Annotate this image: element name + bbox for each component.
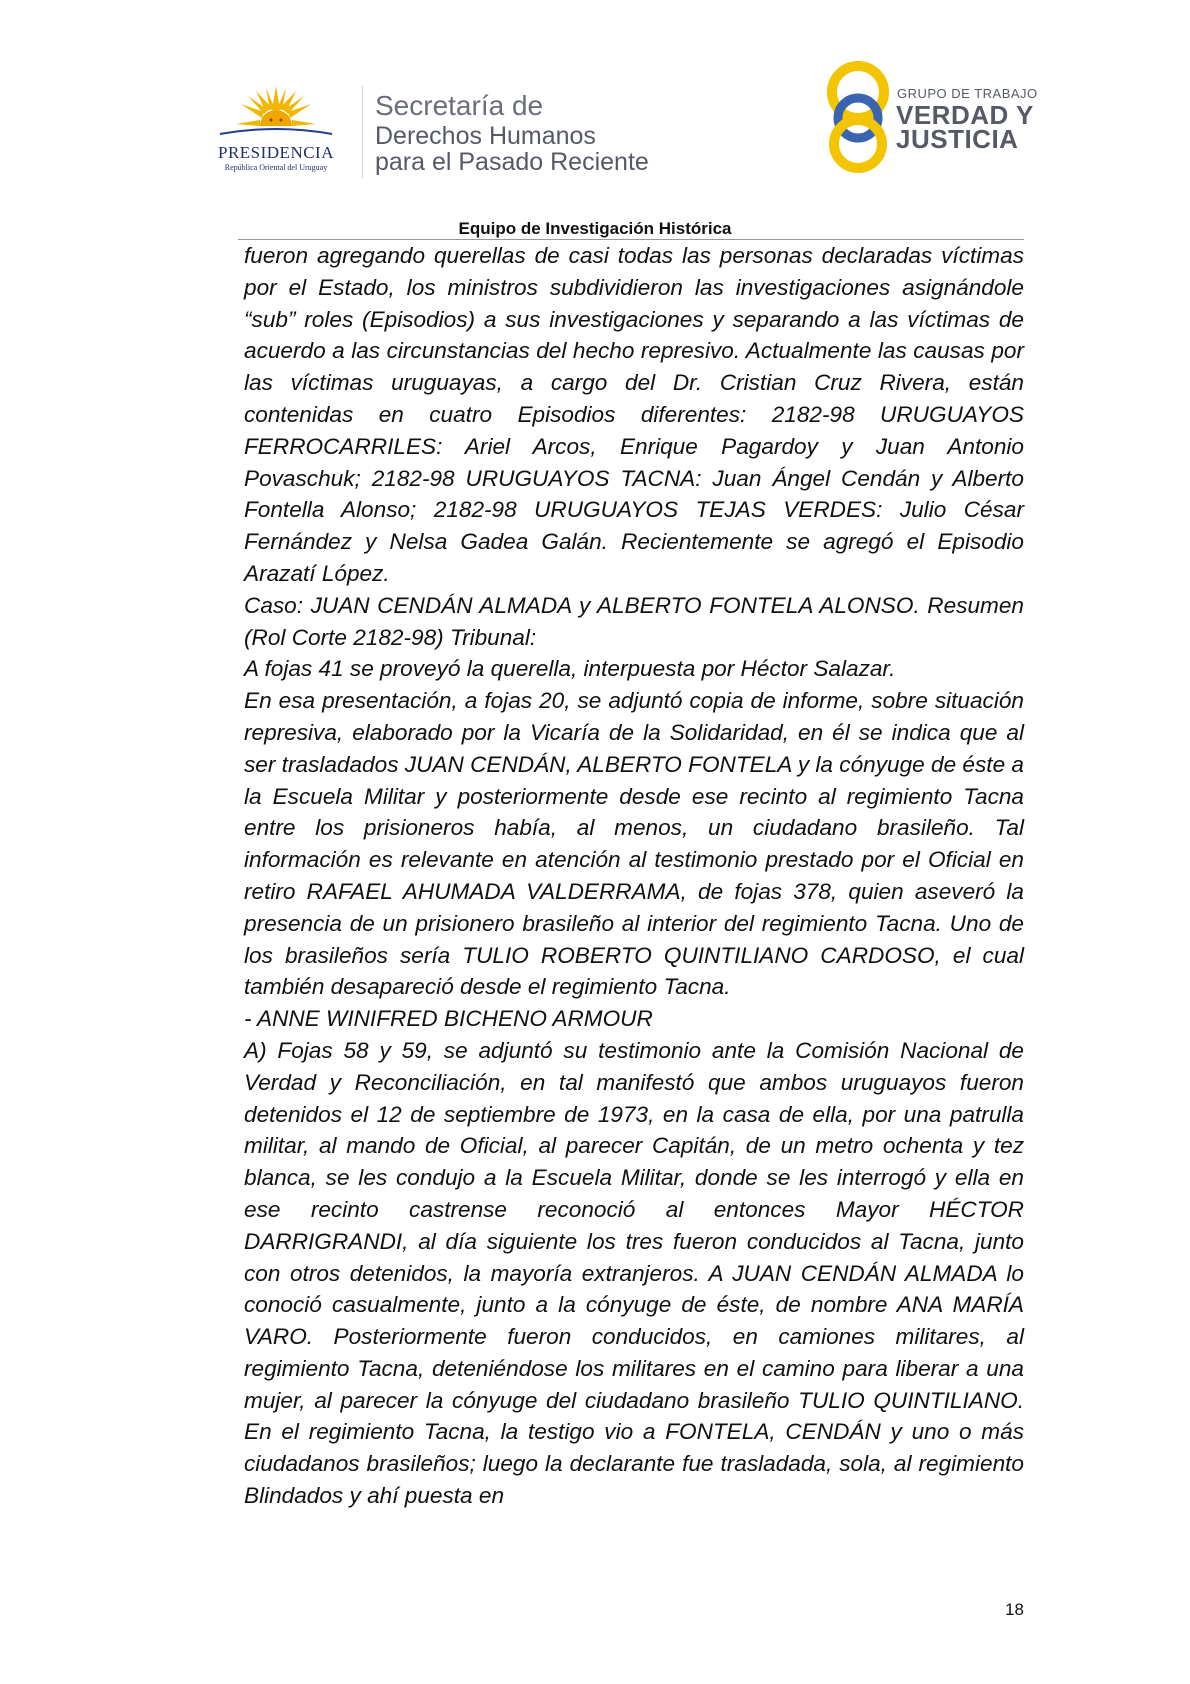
verdad-justicia-line-1: GRUPO DE TRABAJO	[897, 86, 1038, 101]
secretaria-line-3: para el Pasado Reciente	[375, 148, 649, 176]
body-text	[244, 240, 1024, 1512]
verdad-justicia-line-3: JUSTICIA	[896, 124, 1019, 154]
secretaria-line-2: Derechos Humanos	[375, 122, 596, 150]
paragraph: En esa presentación, a fojas 20, se adjuntó copia de informe, sobre situación represiva, elaborado por la Vicaría de la Solidaridad, en él se indica que al ser trasladados JUAN CENDÁN, ALBERTO FONTELA y la cónyuge de éste a la Escuela Militar y posteriormente desde ese recinto al regimiento Tacna entre los prisioneros había, al menos, un ciudadano brasileño. Tal información es relevante en atención al testimonio prestado por el Oficial en retiro RAFAEL AHUMADA VALDERRAMA, de fojas 378, quien aseveró la presencia de un prisionero brasileño al interior del regimiento Tacna. Uno de los brasileños sería TULIO ROBERTO QUINTILIANO CARDOSO, el cual también desapareció desde el regimiento Tacna.	[244, 688, 1024, 1000]
presidencia-name: PRESIDENCIA	[217, 143, 334, 162]
paragraph: Caso: JUAN CENDÁN ALMADA y ALBERTO FONTELA ALONSO. Resumen (Rol Corte 2182-98) Tribunal:	[244, 592, 1024, 650]
paragraph: A) Fojas 58 y 59, se adjuntó su testimonio ante la Comisión Nacional de Verdad y Reconciliación, en tal manifestó que ambos uruguayos fueron detenidos el 12 de septiembre de 1973, en la casa de ella, por una patrulla militar, al mando de Oficial, al parecer Capitán, de un metro ochenta y tez blanca, se les condujo a la Escuela Militar, donde se les interrogó y ella en ese recinto castrense reconoció al entonces Mayor HÉCTOR DARRIGRANDI, al día siguiente los tres fueron conducidos al Tacna, junto con otros detenidos, la mayoría extranjeros. A JUAN CENDÁN ALMADA lo conoció casualmente, junto a la cónyuge de éste, de nombre ANA MARÍA VARO. Posteriormente fueron conducidos, en camiones militares, al regimiento Tacna, deteniéndose los militares en el camino para liberar a una mujer, al parecer la cónyuge del ciudadano brasileño TULIO QUINTILIANO. En el regimiento Tacna, la testigo vio a FONTELA, CENDÁN y uno o más ciudadanos brasileños; luego la declarante fue trasladada, sola, al regimiento Blindados y ahí puesta en	[244, 1037, 1024, 1509]
paragraph: fueron agregando querellas de casi todas las personas declaradas víctimas por el Estado, los ministros subdividieron las investigaciones asignándole “sub” roles (Episodios) a sus investigaciones y separando a las víctimas de acuerdo a las circunstancias del hecho represivo. Actualmente las causas por las víctimas uruguayas, a cargo del Dr. Cristian Cruz Rivera, están contenidas en cuatro Episodios diferentes: 2182-98 URUGUAYOS FERROCARRILES: Ariel Arcos, Enrique Pagardoy y Juan Antonio Povaschuk; 2182-98 URUGUAYOS TACNA: Juan Ángel Cendán y Alberto Fontella Alonso; 2182-98 URUGUAYOS TEJAS VERDES: Julio César Fernández y Nelsa Gadea Galán. Recientemente se agregó el Episodio Arazatí López.	[244, 243, 1024, 586]
paragraph: - ANNE WINIFRED BICHENO ARMOUR	[244, 1006, 653, 1032]
presidencia-subtitle: República Oriental del Uruguay	[224, 163, 328, 172]
team-title: Equipo de Investigación Histórica	[458, 219, 732, 238]
page-number: 18	[1005, 1600, 1024, 1619]
verdad-justicia-rings-logo	[818, 56, 898, 176]
paragraph: A fojas 41 se proveyó la querella, interpuesta por Héctor Salazar.	[244, 656, 896, 682]
secretaria-line-1: Secretaría de	[375, 90, 544, 121]
header-divider	[362, 86, 363, 178]
verdad-justicia-line-2: VERDAD Y	[896, 100, 1034, 130]
